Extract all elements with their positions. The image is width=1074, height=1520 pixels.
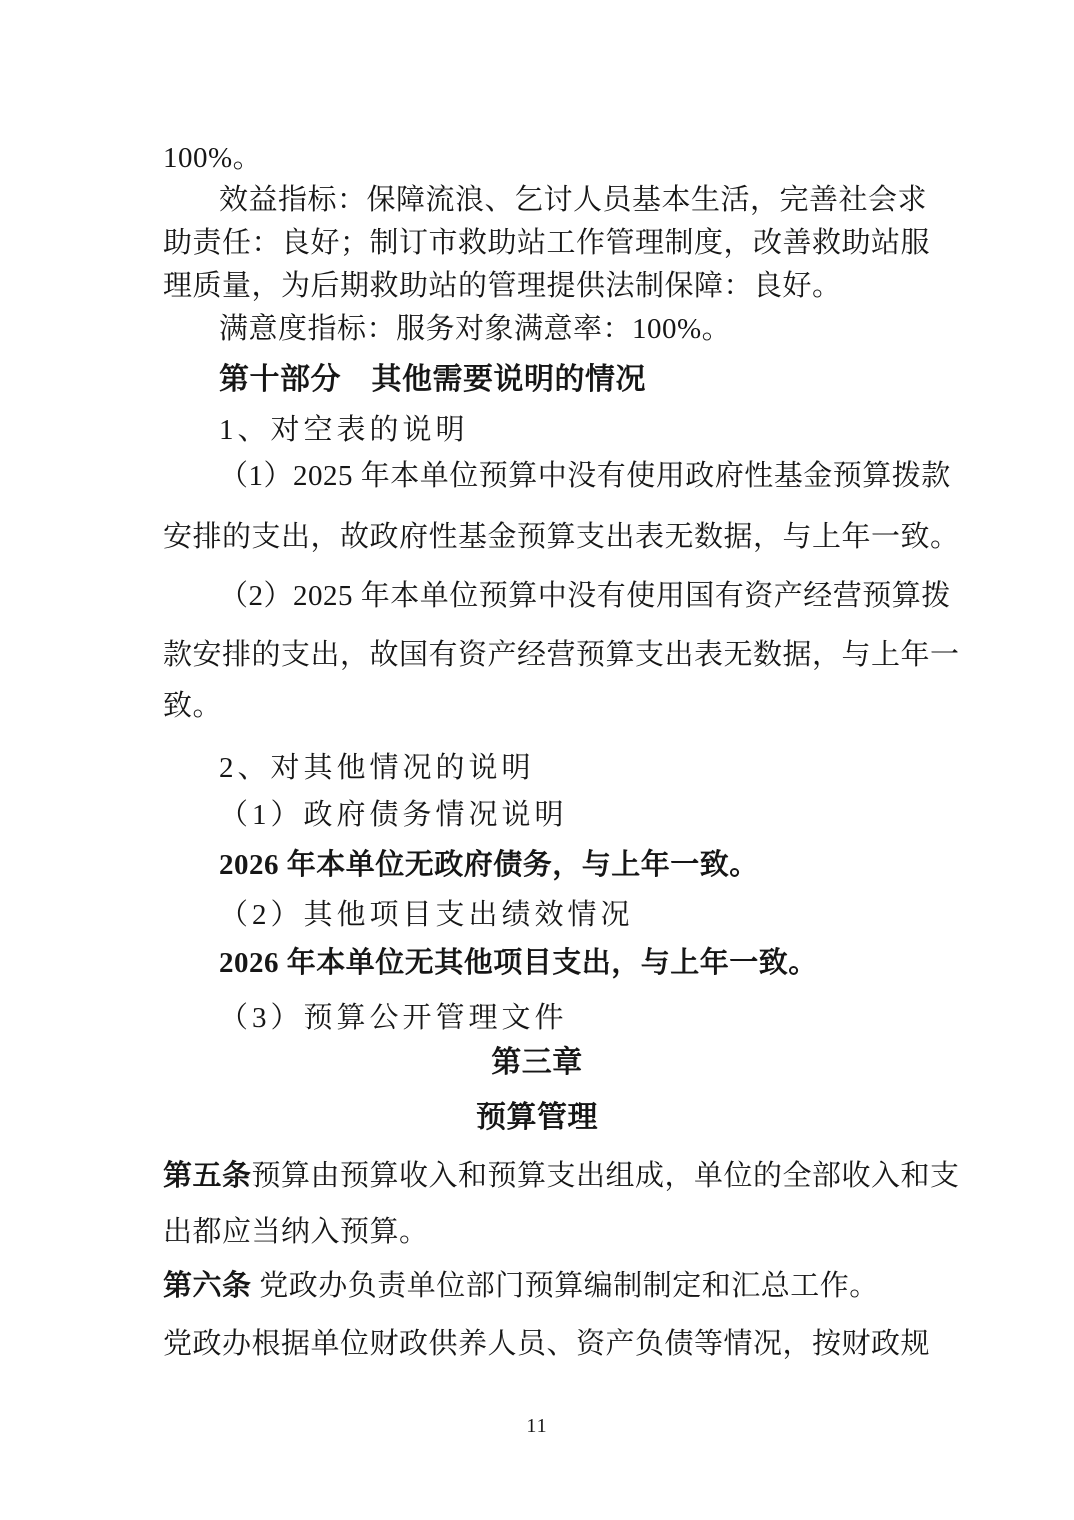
list-item-heading: （3）预算公开管理文件 bbox=[219, 1002, 568, 1034]
text-line: 致。 bbox=[163, 690, 223, 722]
chapter-number-heading: 第三章 bbox=[491, 1046, 583, 1079]
list-item-heading: （2）其他项目支出绩效情况 bbox=[219, 899, 634, 931]
article-line bbox=[163, 1158, 960, 1194]
text-line: 出都应当纳入预算。 bbox=[163, 1216, 429, 1248]
article-number: 第六条 bbox=[163, 1270, 252, 1302]
article-line bbox=[163, 1268, 879, 1304]
text-line: 助责任：良好；制订市救助站工作管理制度，改善救助站服 bbox=[163, 227, 931, 259]
emphasis-line: 2026 年本单位无其他项目支出，与上年一致。 bbox=[219, 947, 818, 979]
text-line: 满意度指标：服务对象满意率：100%。 bbox=[219, 313, 732, 345]
article-number: 第五条 bbox=[163, 1160, 252, 1192]
text-line: 效益指标：保障流浪、乞讨人员基本生活，完善社会求 bbox=[219, 184, 928, 216]
text-line: （2）2025 年本单位预算中没有使用国有资产经营预算拨 bbox=[219, 580, 951, 612]
article-text: 预算由预算收入和预算支出组成，单位的全部收入和支 bbox=[251, 1160, 960, 1192]
text-line: 100%。 bbox=[163, 142, 263, 174]
text-line: （1）2025 年本单位预算中没有使用政府性基金预算拨款 bbox=[219, 460, 951, 492]
text-line: 理质量，为后期救助站的管理提供法制保障：良好。 bbox=[163, 270, 842, 302]
article-text: 党政办负责单位部门预算编制制定和汇总工作。 bbox=[251, 1270, 879, 1302]
page-number: 11 bbox=[526, 1415, 548, 1437]
emphasis-line: 2026 年本单位无政府债务，与上年一致。 bbox=[219, 849, 759, 881]
text-line: 款安排的支出，故国有资产经营预算支出表无数据，与上年一 bbox=[163, 639, 960, 671]
list-item-heading: （1）政府债务情况说明 bbox=[219, 799, 568, 831]
text-line: 安排的支出，故政府性基金预算支出表无数据，与上年一致。 bbox=[163, 521, 960, 553]
section-heading: 第十部分 其他需要说明的情况 bbox=[219, 363, 646, 396]
list-item-heading: 2、对其他情况的说明 bbox=[219, 752, 535, 784]
chapter-title-heading: 预算管理 bbox=[476, 1101, 598, 1134]
list-item-heading: 1、对空表的说明 bbox=[219, 414, 469, 446]
text-line: 党政办根据单位财政供养人员、资产负债等情况，按财政规 bbox=[163, 1328, 931, 1360]
